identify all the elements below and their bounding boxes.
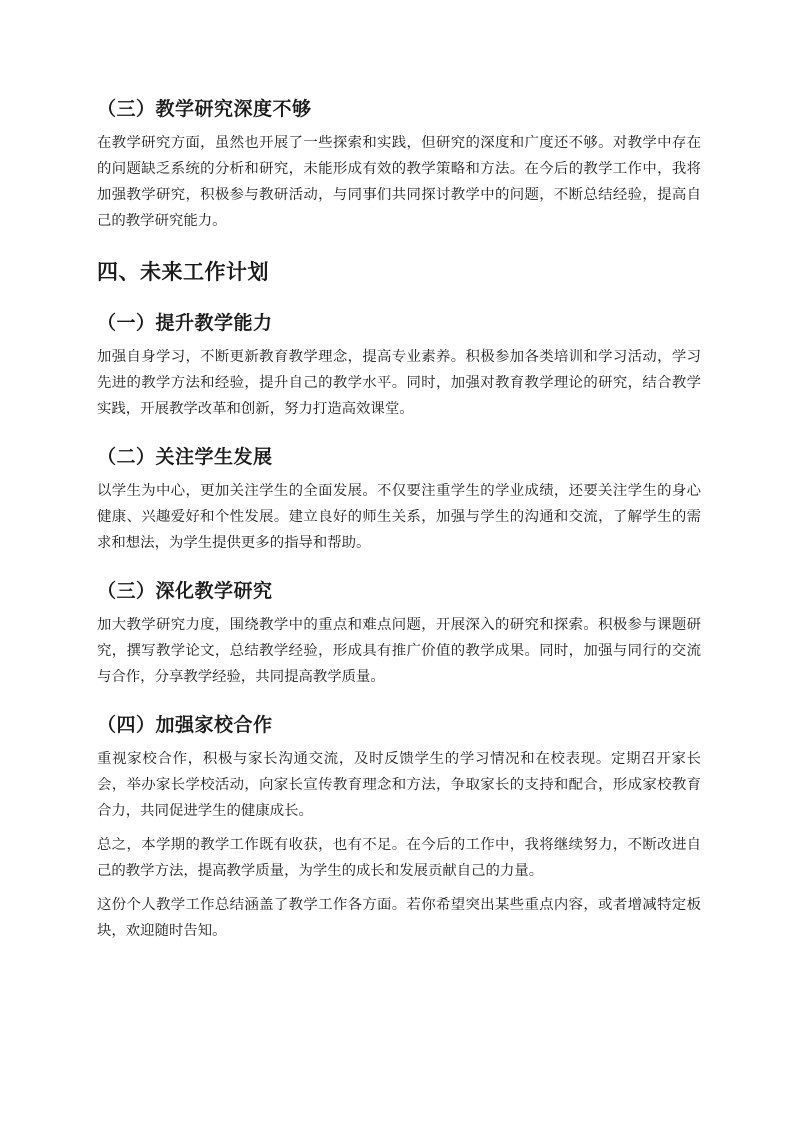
paragraph-improve-ability: 加强自身学习，不断更新教育教学理念，提高专业素养。积极参加各类培训和学习活动，学习先进的教学方法和经验，提升自己的教学水平。同时，加强对教育教学理论的研究，结合教学实践，开展教学改革和创新，努力打造高效课堂。 (97, 349, 701, 417)
paragraph-note: 这份个人教学工作总结涵盖了教学工作各方面。若你希望突出某些重点内容，或者增减特定板块，欢迎随时告知。 (97, 897, 701, 939)
paragraph-teaching-research-depth: 在教学研究方面，虽然也开展了一些探索和实践，但研究的深度和广度还不够。对教学中存在的问题缺乏系统的分析和研究，未能形成有效的教学策略和方法。在今后的教学工作中，我将加强教学研究，积极参与教研活动，与同事们共同探讨教学中的问题，不断总结经验，提高自己的教学研究能力。 (97, 135, 701, 229)
paragraph-student-development: 以学生为中心，更加关注学生的全面发展。不仅要注重学生的学业成绩，还要关注学生的身心健康、兴趣爱好和个性发展。建立良好的师生关系，加强与学生的沟通和交流，了解学生的需求和想法，为学生提供更多的指导和帮助。 (97, 483, 701, 551)
paragraph-home-school: 重视家校合作，积极与家长沟通交流，及时反馈学生的学习情况和在校表现。定期召开家长会，举办家长学校活动，向家长宣传教育理念和方法，争取家长的支持和配合，形成家校教育合力，共同促进学生的健康成长。 (97, 751, 701, 819)
section-heading-deepen-research: （三）深化教学研究 (97, 580, 273, 602)
part-heading-future-plan: 四、未来工作计划 (97, 260, 269, 284)
document-page (97, 94, 701, 944)
paragraph-conclusion: 总之，本学期的教学工作既有收获，也有不足。在今后的工作中，我将继续努力，不断改进自己的教学方法，提高教学质量，为学生的成长和发展贡献自己的力量。 (97, 837, 701, 879)
paragraph-deepen-research: 加大教学研究力度，围绕教学中的重点和难点问题，开展深入的研究和探索。积极参与课题研究，撰写教学论文，总结教学经验，形成具有推广价值的教学成果。同时，加强与同行的交流与合作，分享教学经验，共同提高教学质量。 (97, 617, 701, 685)
section-heading-improve-ability: （一）提升教学能力 (97, 312, 273, 334)
section-heading-student-development: （二）关注学生发展 (97, 446, 273, 468)
section-heading-home-school: （四）加强家校合作 (97, 714, 273, 736)
section-heading-teaching-research-depth: （三）教学研究深度不够 (97, 98, 312, 120)
